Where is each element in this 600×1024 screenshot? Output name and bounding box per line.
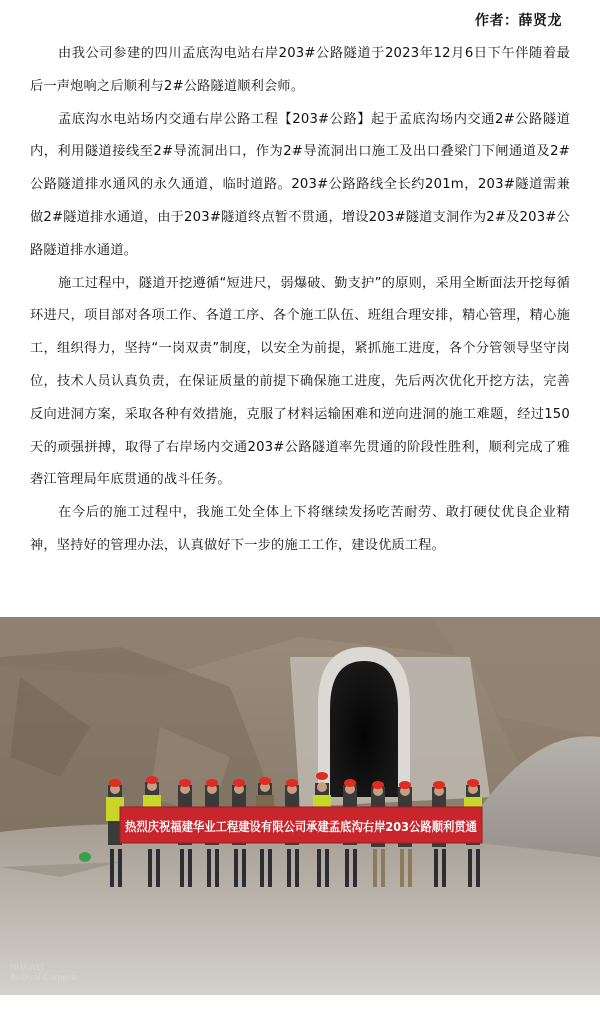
- tunnel-celebration-photo: [0, 617, 600, 995]
- paragraph-1: 由我公司参建的四川孟底沟电站右岸203#公路隧道于2023年12月6日下午伴随着最后一声炮响之后顺利与2#公路隧道顺利会师。: [30, 46, 570, 94]
- camera-watermark: [10, 963, 77, 983]
- watermark-camera: AI Dual Camera: [10, 973, 77, 983]
- article-author: 作者：薛贤龙: [475, 13, 562, 29]
- tunnel-opening: [330, 661, 398, 797]
- watermark-brand: HUAWEI: [10, 963, 45, 973]
- ground: [0, 824, 600, 995]
- paragraph-4: 在今后的施工过程中，我施工处全体上下将继续发扬吃苦耐劳、敢打硬仗优良企业精神，坚持好的管理办法，认真做好下一步的施工工作，建设优质工程。: [30, 505, 570, 553]
- paragraph-2: 孟底沟水电站场内交通右岸公路工程【203#公路】起于孟底沟场内交通2#公路隧道内，利用隧道接线至2#导流洞出口，作为2#导流洞出口施工及出口叠梁门下闸通道及2#公路隧道排水通风的永久通道，临时道路。203#公路路线全长约201m，203#隧道需兼做2#隧道排水通道，由于203#隧道终点暂不贯通，增设203#隧道支洞作为2#及203#公路隧道排水通道。: [30, 111, 570, 258]
- article-body: [30, 38, 570, 563]
- paragraph-3: 施工过程中，隧道开挖遵循“短进尺，弱爆破、勤支护”的原则，采用全断面法开挖每循环进尺，项目部对各项工作、各道工序、各个施工队伍、班组合理安排，精心管理，精心施工，组织得力，坚持“一岗双责”制度，以安全为前提，紧抓施工进度，各个分管领导坚守岗位，技术人员认真负责，在保证质量的前提下确保施工进度，先后两次优化开挖方法，完善反向进洞方案，采取各种有效措施，克服了材料运输困难和逆向进洞的施工难题，经过150天的顽强拼搏，取得了右岸场内交通203#公路隧道率先贯通的阶段性胜利，顺利完成了雅砻江管理局年底贯通的战斗任务。: [30, 275, 570, 488]
- banner-text: 热烈庆祝福建华业工程建设有限公司承建孟底沟右岸203公路顺利贯通: [125, 819, 478, 834]
